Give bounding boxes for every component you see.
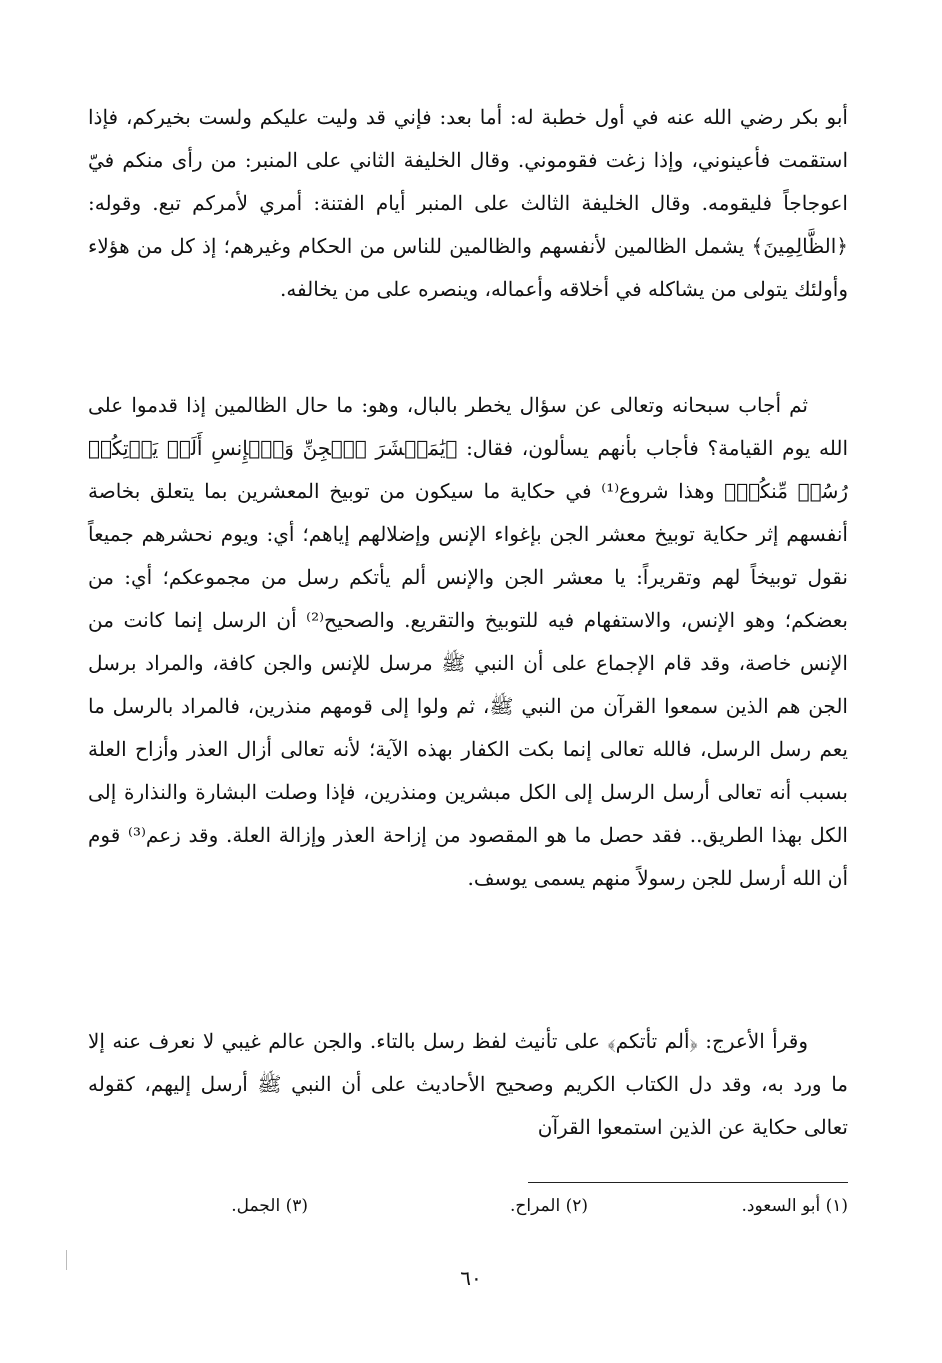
paragraph-1: أبو بكر رضي الله عنه في أول خطبة له: أما بعد: فإني قد وليت عليكم ولست بخيركم، فإذا استقمت فأعينوني، وإذا زغت فقوموني. وقال الخليفة الثاني على المنبر: من رأى منكم فيّ اعوجاجاً فليقومه. وقال الخليفة الثالث على المنبر أيام الفتنة: أمري لأمركم تبع. وقوله: ﴿الظَّالِمِينَ﴾ يشمل الظالمين لأنفسهم والظالمين للناس من الحكام وغيرهم؛ إذ كل من هؤلاء وأولئك يتولى من يشاكله في أخلاقه وأعماله، وينصره على من يخالفه. [88,105,848,301]
footnotes [88,1196,848,1226]
paragraph-3: وقرأ الأعرج: ﴿ألم تأتكم﴾ على تأنيث لفظ رسل بالتاء. والجن عالم غيبي لا نعرف عنه إلا ما ورد به، وقد دل الكتاب الكريم وصحيح الأحاديث على أن النبي ﷺ أرسل إليهم، كقوله تعالى حكاية عن الذين استمعوا القرآن [88,1029,848,1139]
paragraph-2: ثم أجاب سبحانه وتعالى عن سؤال يخطر بالبال، وهو: ما حال الظالمين إذا قدموا على الله يوم القيامة؟ فأجاب بأنهم يسألون، فقال: ﴿يَٰمَعۡشَرَ ٱلۡجِنِّ وَٱلۡإِنسِ أَلَمۡ يَأۡتِكُمۡ رُسُلٞ مِّنكُمۡ﴾ وهذا شروع⁽¹⁾ في حكاية ما سيكون من توبيخ المعشرين بما يتعلق بخاصة أنفسهم إثر حكاية توبيخ معشر الجن بإغواء الإنس وإضلالهم إياهم؛ أي: ويوم نحشرهم جميعاً نقول توبيخاً لهم وتقريراً: يا معشر الجن والإنس ألم يأتكم رسل من مجموعكم؛ أي: من بعضكم؛ وهو الإنس، والاستفهام فيه للتوبيخ والتقريع. والصحيح⁽²⁾ أن الرسل إنما كانت من الإنس خاصة، وقد قام الإجماع على أن النبي ﷺ مرسل للإنس والجن كافة، والمراد برسل الجن هم الذين سمعوا القرآن من النبي ﷺ، ثم ولوا إلى قومهم منذرين، فالمراد بالرسل ما يعم رسل الرسل، فالله تعالى إنما بكت الكفار بهذه الآية؛ لأنه تعالى أزال العذر وأزاح العلة بسبب أنه تعالى أرسل الرسل إلى الكل مبشرين ومنذرين، فإذا وصلت البشارة والنذارة إلى الكل بهذا الطريق.. فقد حصل ما هو المقصود من إزاحة العذر وإزالة العلة. وقد زعم⁽³⁾ قوم أن الله أرسل للجن رسولاً منهم يسمى يوسف. [88,393,848,890]
footnote-divider [528,1182,848,1183]
margin-mark [66,1250,67,1270]
page-number: ٦٠ [460,1266,482,1290]
footnote-1: (١) أبو السعود. [741,1196,848,1216]
footnote-2: (٢) المراح. [509,1196,588,1216]
footnote-3: (٣) الجمل. [231,1196,308,1216]
